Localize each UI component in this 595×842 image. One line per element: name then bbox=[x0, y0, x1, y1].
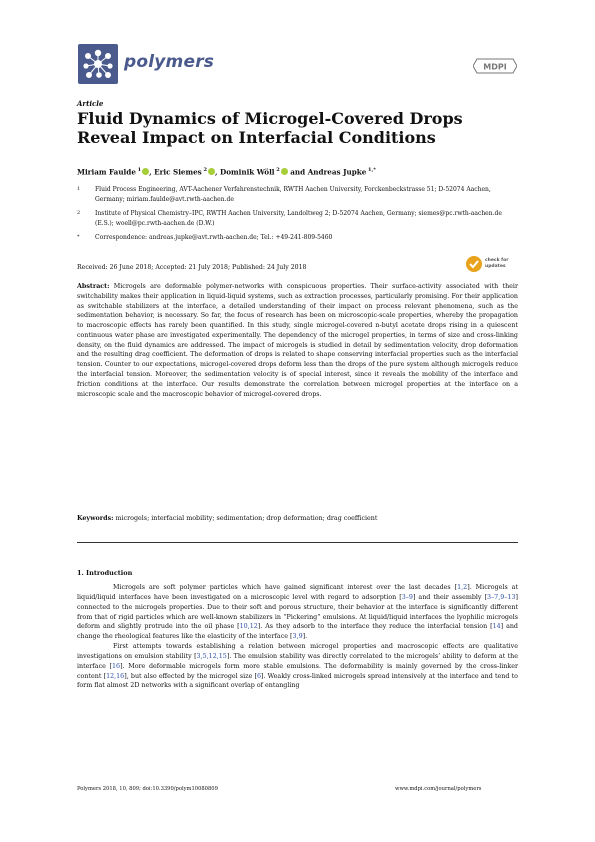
affiliation-2: 2 Institute of Physical Chemistry–IPC, RWTH Aachen University, Landoltweg 2; D-52074 Aachen, Germany; siemes@pc.rwth-aachen.de (E.S.); woell@pc.rwth-aachen.de (D.W.) bbox=[77, 210, 502, 227]
check-for-updates-button[interactable] bbox=[466, 256, 510, 276]
check-updates-line2: updates bbox=[485, 263, 506, 269]
journal-name: polymers bbox=[124, 52, 215, 72]
footer-url[interactable]: www.mdpi.com/journal/polymers bbox=[395, 786, 482, 792]
author-affiliation-mark: 2 bbox=[274, 167, 280, 173]
article-type: Article bbox=[77, 99, 104, 108]
body-text bbox=[77, 583, 518, 691]
keywords-label: Keywords: bbox=[77, 515, 114, 522]
author-list: Miriam Faulde $^1$ , Eric Siemes $^2$ , Dominik Wöll $^2$ and Andreas Jupke $^{1,*}$ bbox=[77, 167, 376, 177]
orcid-icon[interactable] bbox=[281, 168, 288, 175]
citation-link[interactable]: 16 bbox=[112, 662, 121, 670]
footer-citation: Polymers 2018, 10, 809; doi:10.3390/polym10080809 bbox=[77, 786, 218, 792]
author-affiliation-mark: 1,* bbox=[366, 167, 376, 173]
section-divider bbox=[77, 542, 518, 543]
author-name: Dominik Wöll bbox=[219, 167, 275, 177]
author-name: Andreas Jupke bbox=[307, 167, 367, 177]
check-for-updates-icon bbox=[466, 256, 482, 272]
publication-dates: Received: 26 June 2018; Accepted: 21 July 2018; Published: 24 July 2018 bbox=[77, 264, 307, 271]
paragraph-2: First attempts towards establishing a relation between microgel properties and macroscopic effects are qualitative investigations on emulsion stability [3,5,12,15]. The emulsion stability was directly correlated to the microgels’ ability to deform at the interface [16]. More deformable microgels form more stable emulsions. The deformability is mainly governed by the cross-linker content [12,16], but also effected by the microgel size [6]. Weakly cross-linked microgels spread intensively at the interface and tend to form flat almost 2D networks with a significant overlap of entangling bbox=[77, 643, 518, 690]
citation-link[interactable]: 1,2 bbox=[457, 584, 468, 591]
check-updates-line1: check for bbox=[485, 258, 509, 263]
author-name: Eric Siemes bbox=[154, 167, 202, 177]
orcid-icon[interactable] bbox=[142, 168, 149, 175]
citation-link[interactable]: 3–7,9–13 bbox=[486, 593, 516, 601]
author-name: Miriam Faulde bbox=[77, 167, 136, 177]
citation-link[interactable]: 3–9 bbox=[401, 593, 413, 601]
affiliation-1: 1 Fluid Process Engineering, AVT-Aachener Verfahrenstechnik, RWTH Aachen University, Forckenbeckstrasse 51; D-52074 Aachen, Germany; miriam.faulde@avt.rwth-aachen.de bbox=[77, 186, 491, 203]
mdpi-logo-icon bbox=[473, 57, 517, 75]
citation-link[interactable]: 6 bbox=[256, 672, 261, 680]
paper-title: Fluid Dynamics of Microgel-Covered Drops Reveal Impact on Interfacial Conditions bbox=[77, 109, 463, 147]
mdpi-logo-text: MDPI bbox=[483, 62, 507, 72]
abstract bbox=[77, 282, 518, 399]
polymers-logo-icon bbox=[78, 44, 118, 84]
keywords-text: microgels; interfacial mobility; sedimentation; drop deformation; drag coefficient bbox=[115, 515, 378, 522]
citation-link[interactable]: 3,9 bbox=[292, 633, 303, 641]
abstract-text: Microgels are deformable polymer-networks with conspicuous properties. Their surface-activity associated with their switchability makes their application in liquid-liquid systems, such as extraction processes, particularly promising. For their application as switchable stabilizers at the interface, a detailed understanding of their impact on process relevant phenomena, such as the sedimentation behavior, is necessary. So far, the focus of research has been on microscopic-scale properties, whereby the propagation to macroscopic effects has rarely been quantified. In this study, single microgel-covered n-butyl acetate drops rising in a quiescent continuous water phase are investigated experimentally. The dependency of the microgel properties, in terms of size and cross-linking density, on the fluid dynamics are addressed. The impact of microgels is studied in detail by sedimentation velocity, drop deformation and the resulting drag coefficient. The deformation of drops is related to shape conserving interfacial properties such as the interfacial tension. Counter to our expectations, microgel-covered drops deform less than the drops of the pure system although microgels reduce the interfacial tension. Moreover, the sedimentation velocity is of special interest, since it reveals the mobility of the interface and friction conditions at the interface. Our results demonstrate the correlation between microgel properties at the interface on a microscopic scale and the macroscopic behavior of microgel-covered drops. bbox=[77, 283, 518, 398]
keywords bbox=[77, 515, 518, 522]
paragraph-1: Microgels are soft polymer particles which have gained significant interest over the last decades [1,2]. Microgels at liquid/liquid interfaces have been investigated on a microscopic level with regard to adsorption [3–9] and their assembly [3–7,9–13] connected to the microgels properties. Due to their soft and porous structure, their behavior at the interface is significantly different from that of rigid particles which are well-known stabilizers in “Pickering” emulsions. At liquid/liquid interfaces the lyophilic microgels deform and slightly protrude into the oil phase [10,12]. As they adsorb to the interface they reduce the interfacial tension [14] and change the rheological features like the elasticity of the interface [3,9]. bbox=[77, 584, 518, 641]
section-heading: 1. Introduction bbox=[77, 569, 133, 577]
citation-link[interactable]: 10,12 bbox=[239, 623, 258, 631]
citation-link[interactable]: 12,16 bbox=[106, 672, 125, 680]
orcid-icon[interactable] bbox=[208, 168, 215, 175]
abstract-label: Abstract: bbox=[77, 283, 110, 290]
correspondence: * Correspondence: andreas.jupke@avt.rwth-aachen.de; Tel.: +49-241-809-5460 bbox=[77, 234, 333, 241]
author-affiliation-mark: 2 bbox=[201, 167, 207, 173]
author-affiliation-mark: 1 bbox=[135, 167, 142, 173]
citation-link[interactable]: 14 bbox=[492, 623, 501, 631]
citation-link[interactable]: 3,5,12,15 bbox=[196, 652, 227, 660]
